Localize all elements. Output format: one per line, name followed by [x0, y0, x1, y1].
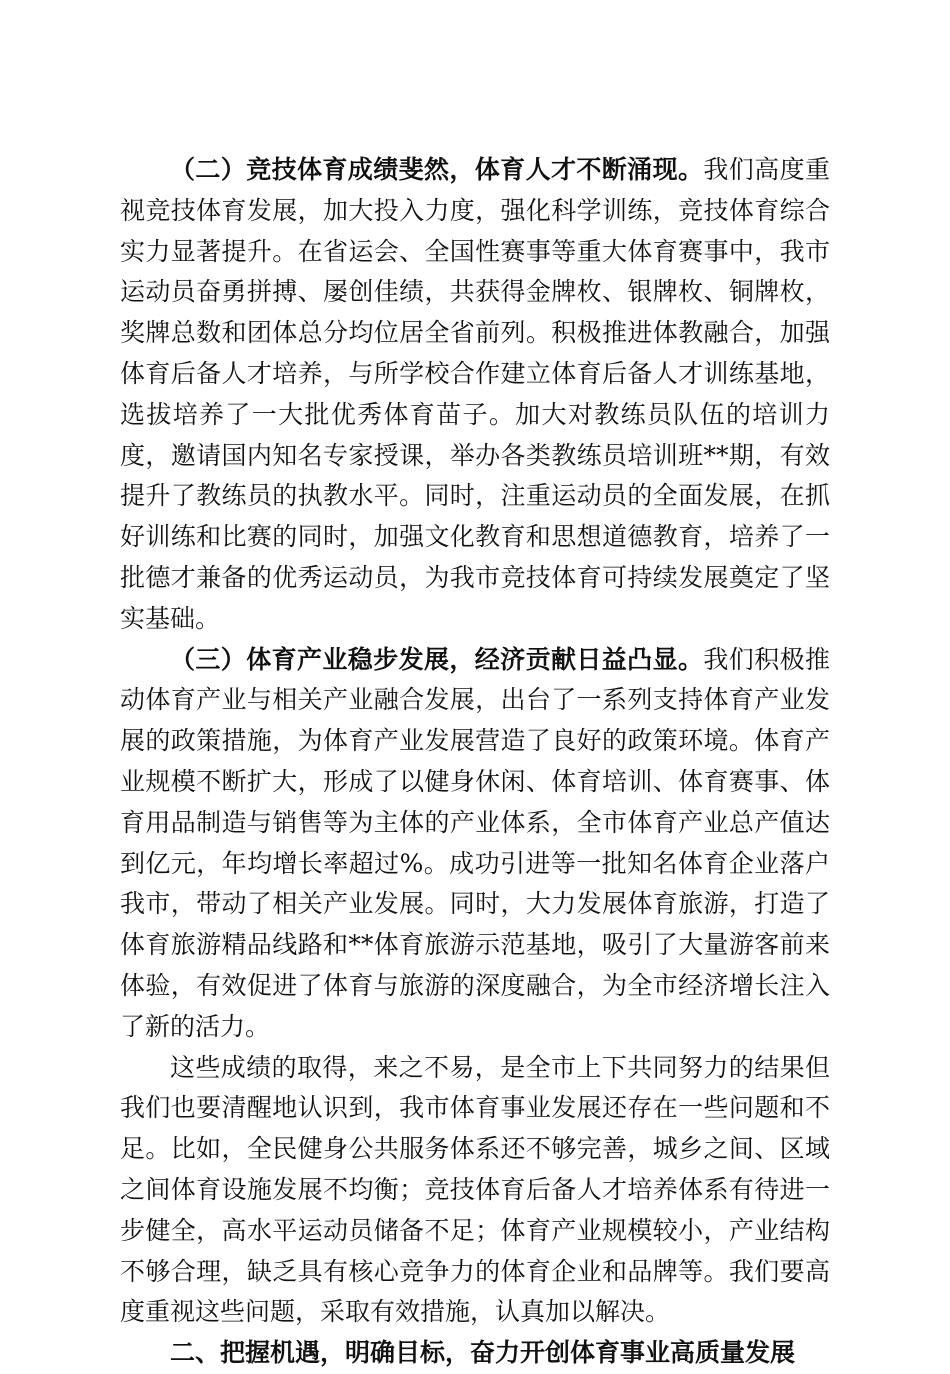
paragraph-sports-industry — [120, 640, 830, 1048]
paragraph-heading: （三）体育产业稳步发展，经济贡献日益凸显。 — [170, 644, 704, 674]
paragraph-text: 我们积极推动体育产业与相关产业融合发展，出台了一系列支持体育产业发展的政策措施，为体育产业发展营造了良好的政策环境。体育产业规模不断扩大，形成了以健身休闲、体育培训、体育赛事、体育用品制造与销售等为主体的产业体系，全市体育产业总产值达到亿元，年均增长率超过%。成功引进等一批知名体育企业落户我市，带动了相关产业发展。同时，大力发展体育旅游，打造了体育旅游精品线路和**体育旅游示范基地，吸引了大量游客前来体验，有效促进了体育与旅游的深度融合，为全市经济增长注入了新的活力。 — [120, 644, 830, 1041]
section-heading: 二、把握机遇，明确目标，奋力开创体育事业高质量发展 — [170, 1338, 796, 1368]
paragraph-problems — [120, 1048, 830, 1334]
paragraph-text: 这些成绩的取得，来之不易，是全市上下共同努力的结果但我们也要清醒地认识到，我市体育事业发展还存在一些问题和不足。比如，全民健身公共服务体系还不够完善，城乡之间、区域之间体育设施发展不均衡；竞技体育后备人才培养体系有待进一步健全，高水平运动员储备不足；体育产业规模较小，产业结构不够合理，缺乏具有核心竞争力的体育企业和品牌等。我们要高度重视这些问题，采取有效措施，认真加以解决。 — [120, 1052, 830, 1327]
paragraph-heading: （二）竞技体育成绩斐然，体育人才不断涌现。 — [170, 155, 704, 184]
document-body — [120, 150, 830, 1374]
paragraph-competitive-sports — [120, 150, 830, 640]
paragraph-text: 我们高度重视竞技体育发展，加大投入力度，强化科学训练，竞技体育综合实力显著提升。在省运会、全国性赛事等重大体育赛事中，我市运动员奋勇拼搏、屡创佳绩，共获得金牌枚、银牌枚、铜牌枚，奖牌总数和团体总分均位居全省前列。积极推进体教融合，加强体育后备人才培养，与所学校合作建立体育后备人才训练基地，选拔培养了一大批优秀体育苗子。加大对教练员队伍的培训力度，邀请国内知名专家授课，举办各类教练员培训班**期，有效提升了教练员的执教水平。同时，注重运动员的全面发展，在抓好训练和比赛的同时，加强文化教育和思想道德教育，培养了一批德才兼备的优秀运动员，为我市竞技体育可持续发展奠定了坚实基础。 — [120, 155, 830, 633]
